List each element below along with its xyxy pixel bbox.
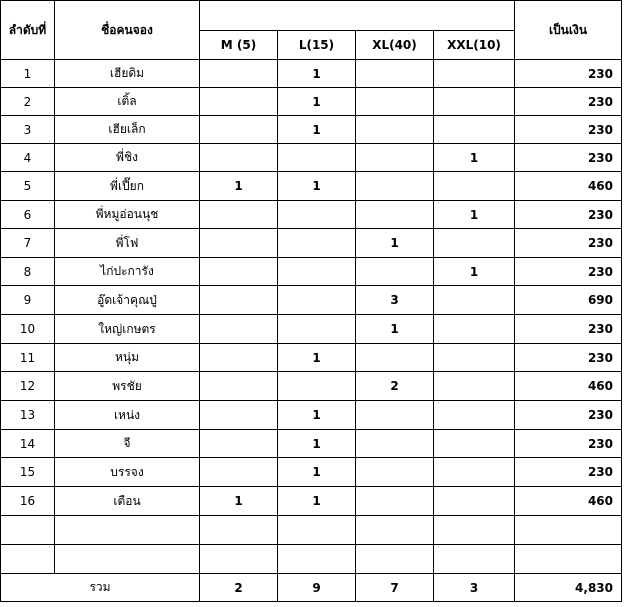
row-size-xxl <box>434 430 515 458</box>
row-name: เติ้ล <box>55 88 200 116</box>
row-size-m <box>200 401 278 430</box>
header-size-m: M (5) <box>200 31 278 60</box>
row-name: พี่ชิง <box>55 144 200 172</box>
row-size-xxl: 1 <box>434 144 515 172</box>
row-size-l <box>278 286 356 315</box>
row-amount: 230 <box>515 315 622 344</box>
row-size-l: 1 <box>278 487 356 516</box>
row-size-xl <box>356 458 434 487</box>
row-size-xxl <box>434 116 515 144</box>
row-size-xl <box>356 201 434 229</box>
row-amount: 230 <box>515 458 622 487</box>
row-name: ไก่ปะการัง <box>55 258 200 286</box>
row-name <box>55 545 200 574</box>
table-row <box>1 172 622 201</box>
row-number: 15 <box>1 458 55 487</box>
row-number: 10 <box>1 315 55 344</box>
row-size-m <box>200 144 278 172</box>
row-size-xl <box>356 430 434 458</box>
row-size-xl <box>356 172 434 201</box>
row-size-m: 1 <box>200 172 278 201</box>
row-size-xl: 3 <box>356 286 434 315</box>
row-size-m <box>200 88 278 116</box>
row-size-xl <box>356 516 434 545</box>
total-row <box>1 574 622 602</box>
row-size-l: 1 <box>278 88 356 116</box>
row-amount: 230 <box>515 144 622 172</box>
row-size-xxl <box>434 229 515 258</box>
row-amount: 230 <box>515 229 622 258</box>
row-size-xxl <box>434 286 515 315</box>
row-number <box>1 516 55 545</box>
row-name: เฮียเล็ก <box>55 116 200 144</box>
table-row <box>1 315 622 344</box>
row-size-m <box>200 201 278 229</box>
table-row <box>1 88 622 116</box>
total-size-l: 9 <box>278 574 356 602</box>
row-number <box>1 545 55 574</box>
row-size-xl: 1 <box>356 229 434 258</box>
row-amount: 230 <box>515 201 622 229</box>
table-row <box>1 487 622 516</box>
row-size-xl <box>356 344 434 372</box>
row-name <box>55 516 200 545</box>
row-size-l: 1 <box>278 116 356 144</box>
row-name: เฮียดิม <box>55 60 200 88</box>
total-size-xxl: 3 <box>434 574 515 602</box>
row-number: 2 <box>1 88 55 116</box>
row-size-l <box>278 258 356 286</box>
row-amount: 460 <box>515 172 622 201</box>
row-number: 6 <box>1 201 55 229</box>
table-row <box>1 286 622 315</box>
row-amount: 230 <box>515 344 622 372</box>
total-label: รวม <box>1 574 200 602</box>
row-size-xl <box>356 60 434 88</box>
row-number: 9 <box>1 286 55 315</box>
table-row <box>1 344 622 372</box>
row-number: 13 <box>1 401 55 430</box>
row-name: พี่โฟ <box>55 229 200 258</box>
row-number: 11 <box>1 344 55 372</box>
row-name: พี่เปี๊ยก <box>55 172 200 201</box>
row-size-m <box>200 229 278 258</box>
table-row <box>1 60 622 88</box>
row-size-m <box>200 315 278 344</box>
row-amount: 230 <box>515 430 622 458</box>
row-size-l <box>278 545 356 574</box>
row-size-l <box>278 201 356 229</box>
header-name: ชื่อคนจอง <box>55 1 200 60</box>
row-size-l: 1 <box>278 458 356 487</box>
row-amount: 230 <box>515 116 622 144</box>
row-size-m <box>200 372 278 401</box>
row-size-l: 1 <box>278 172 356 201</box>
table-row <box>1 430 622 458</box>
row-name: ใหญ่เกษตร <box>55 315 200 344</box>
table-row <box>1 201 622 229</box>
row-name: พรชัย <box>55 372 200 401</box>
row-number: 12 <box>1 372 55 401</box>
header-sizes-group <box>200 1 515 31</box>
table-row <box>1 372 622 401</box>
row-amount: 230 <box>515 60 622 88</box>
header-size-xl: XL(40) <box>356 31 434 60</box>
table-row <box>1 516 622 545</box>
row-size-m <box>200 516 278 545</box>
row-size-xxl <box>434 458 515 487</box>
row-size-xxl <box>434 401 515 430</box>
table-row <box>1 401 622 430</box>
row-amount: 230 <box>515 88 622 116</box>
row-name: เหน่ง <box>55 401 200 430</box>
header-amount: เป็นเงิน <box>515 1 622 60</box>
row-size-xl <box>356 545 434 574</box>
table-row <box>1 116 622 144</box>
row-size-m <box>200 116 278 144</box>
row-size-xl <box>356 487 434 516</box>
row-amount: 230 <box>515 258 622 286</box>
row-size-m <box>200 430 278 458</box>
row-name: หนุ่ม <box>55 344 200 372</box>
row-number: 7 <box>1 229 55 258</box>
row-amount: 230 <box>515 401 622 430</box>
row-size-xxl <box>434 60 515 88</box>
row-number: 5 <box>1 172 55 201</box>
row-size-xxl <box>434 372 515 401</box>
row-size-xl <box>356 144 434 172</box>
row-size-xxl <box>434 545 515 574</box>
row-number: 14 <box>1 430 55 458</box>
total-size-xl: 7 <box>356 574 434 602</box>
row-size-xl: 1 <box>356 315 434 344</box>
table-row <box>1 144 622 172</box>
row-name: พี่หมูอ่อนนุช <box>55 201 200 229</box>
table-row <box>1 258 622 286</box>
row-size-xxl <box>434 172 515 201</box>
row-size-xxl <box>434 315 515 344</box>
row-size-l: 1 <box>278 430 356 458</box>
row-size-xl <box>356 258 434 286</box>
table-row <box>1 229 622 258</box>
row-size-xl <box>356 401 434 430</box>
header-size-l: L(15) <box>278 31 356 60</box>
row-name: จี <box>55 430 200 458</box>
row-size-xxl <box>434 344 515 372</box>
table-row <box>1 545 622 574</box>
row-name: อู๊ดเจ้าคุณปู่ <box>55 286 200 315</box>
row-size-l: 1 <box>278 60 356 88</box>
row-amount <box>515 516 622 545</box>
row-size-xxl: 1 <box>434 258 515 286</box>
row-name: เตือน <box>55 487 200 516</box>
row-size-xl: 2 <box>356 372 434 401</box>
row-size-m <box>200 545 278 574</box>
row-size-xxl: 1 <box>434 201 515 229</box>
row-size-xxl <box>434 88 515 116</box>
row-name: บรรจง <box>55 458 200 487</box>
header-row-top <box>1 1 622 31</box>
row-size-l <box>278 144 356 172</box>
table-row <box>1 458 622 487</box>
row-size-xxl <box>434 516 515 545</box>
header-order: ลำดับที่ <box>1 1 55 60</box>
row-number: 16 <box>1 487 55 516</box>
row-size-m <box>200 458 278 487</box>
row-size-m <box>200 258 278 286</box>
row-amount: 690 <box>515 286 622 315</box>
row-amount: 460 <box>515 487 622 516</box>
row-size-l: 1 <box>278 401 356 430</box>
row-amount: 460 <box>515 372 622 401</box>
row-size-m <box>200 344 278 372</box>
row-number: 3 <box>1 116 55 144</box>
row-size-xl <box>356 116 434 144</box>
row-size-xxl <box>434 487 515 516</box>
row-size-l: 1 <box>278 344 356 372</box>
total-size-m: 2 <box>200 574 278 602</box>
row-size-xl <box>356 88 434 116</box>
row-number: 4 <box>1 144 55 172</box>
row-size-m <box>200 60 278 88</box>
header-size-xxl: XXL(10) <box>434 31 515 60</box>
row-size-m <box>200 286 278 315</box>
row-size-m: 1 <box>200 487 278 516</box>
row-size-l <box>278 315 356 344</box>
row-size-l <box>278 516 356 545</box>
total-amount: 4,830 <box>515 574 622 602</box>
row-number: 8 <box>1 258 55 286</box>
row-size-l <box>278 372 356 401</box>
row-amount <box>515 545 622 574</box>
row-number: 1 <box>1 60 55 88</box>
row-size-l <box>278 229 356 258</box>
